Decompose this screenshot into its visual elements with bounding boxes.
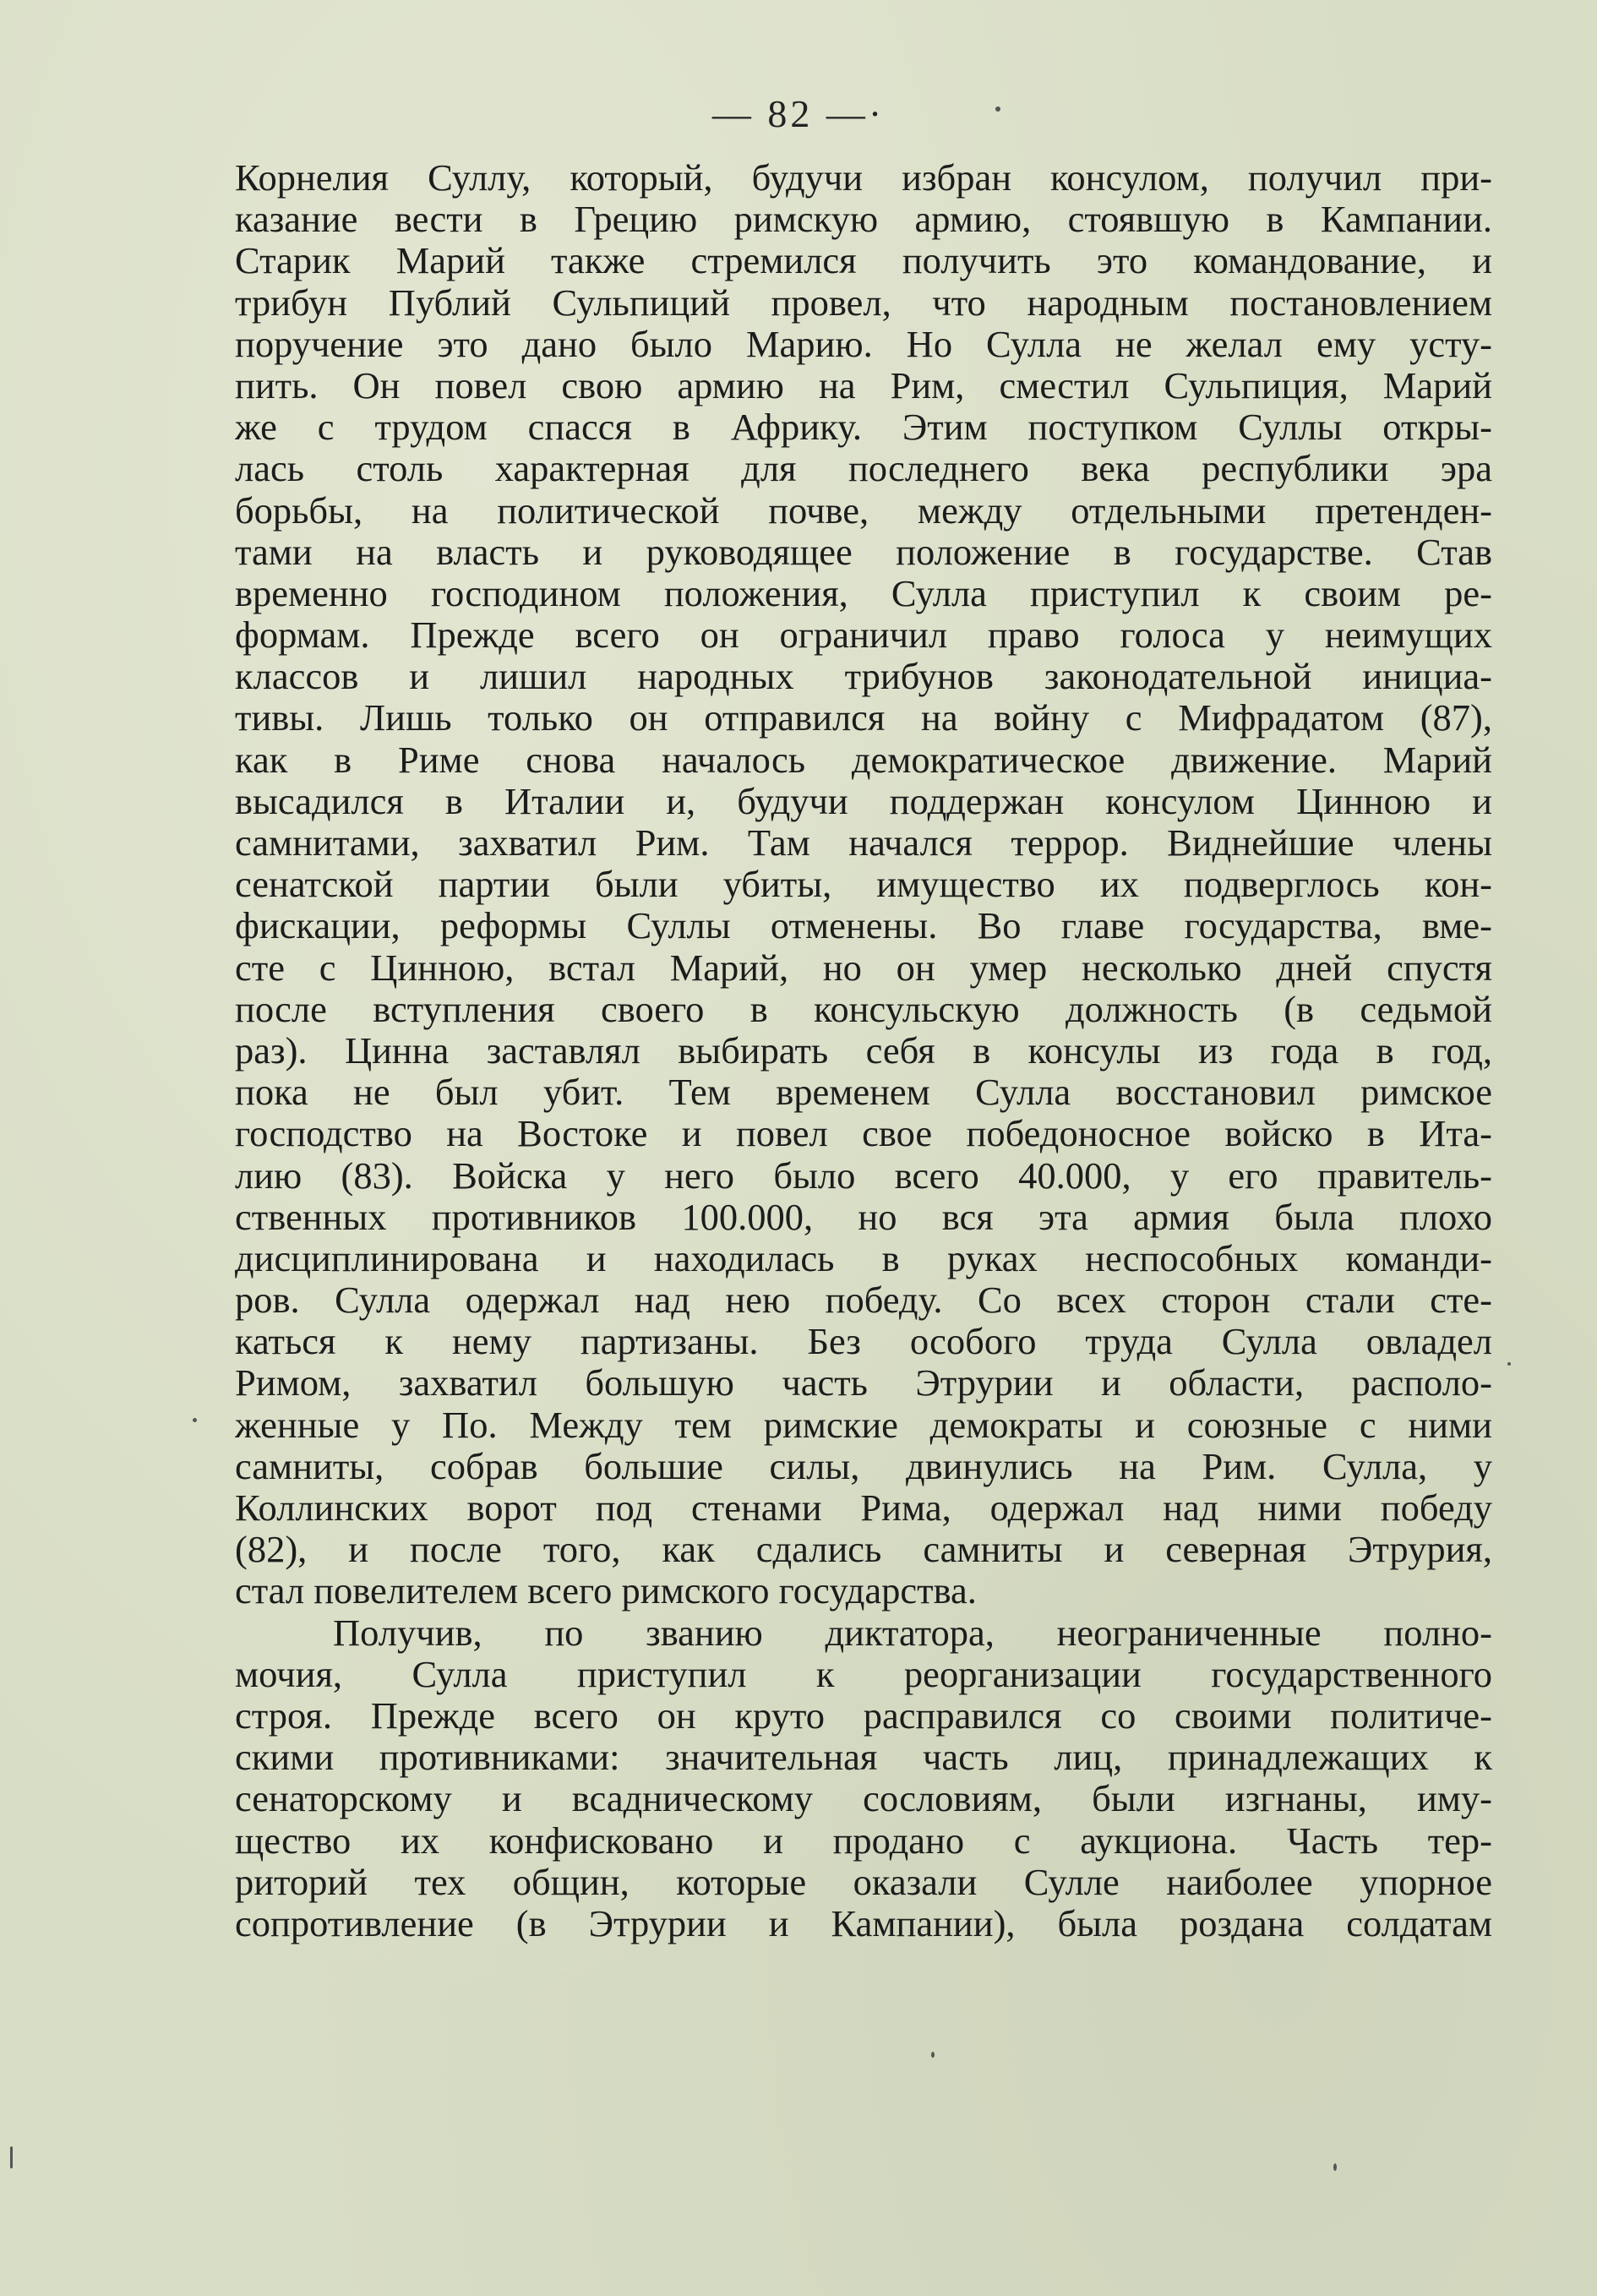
text-line: трибун Публий Сульпиций провел, что народным постановлением (235, 281, 1492, 324)
text-line: женные у По. Между тем римские демократы и союзные с ними (235, 1404, 1492, 1446)
text-line: ров. Сулла одержал над нею победу. Со всех сторон стали сте- (235, 1279, 1492, 1322)
text-line: ственных противников 100.000, но вся эта армия была плохо (235, 1196, 1492, 1238)
text-line: временно господином положения, Сулла приступил к своим ре- (235, 572, 1492, 614)
text-line: пока не был убит. Тем временем Сулла восстановил римское (235, 1072, 1492, 1114)
text-line: формам. Прежде всего он ограничил право голоса у неимущих (235, 614, 1492, 657)
scan-speck (1333, 2163, 1337, 2171)
text-line: стал повелителем всего римского государства. (235, 1570, 977, 1612)
text-line: казание вести в Грецию римскую армию, стоявшую в Кампании. (235, 199, 1492, 241)
paragraph (235, 157, 1492, 1612)
scan-speck (931, 2052, 935, 2058)
text-line: щество их конфисковано и продано с аукциона. Часть тер- (235, 1819, 1492, 1862)
body-text (235, 157, 1492, 1944)
text-line: после вступления своего в консульскую должность (в седьмой (235, 988, 1492, 1030)
text-line: сенаторскому и всадническому сословиям, были изгнаны, иму- (235, 1778, 1492, 1820)
text-line: самнитами, захватил Рим. Там начался террор. Виднейшие члены (235, 822, 1492, 864)
text-line: поручение это дано было Марию. Но Сулла не желал ему усту- (235, 323, 1492, 365)
text-line: как в Риме снова началось демократическое движение. Марий (235, 739, 1492, 781)
scan-speck (10, 2146, 13, 2168)
text-line: мочия, Сулла приступил к реорганизации государственного (235, 1653, 1492, 1695)
text-line: пить. Он повел свою армию на Рим, сместил Сульпиция, Марий (235, 364, 1492, 406)
text-line: сопротивление (в Этрурии и Кампании), была роздана солдатам (235, 1902, 1492, 1944)
text-line: господство на Востоке и повел свое победоносное войско в Ита- (235, 1113, 1492, 1155)
text-line: фискации, реформы Суллы отменены. Во главе государства, вме- (235, 905, 1492, 947)
text-line: Римом, захватил большую часть Этрурии и области, располо- (235, 1362, 1492, 1404)
text-line: лию (83). Войска у него было всего 40.000, у его правитель- (235, 1154, 1492, 1197)
text-line: риторий тех общин, которые оказали Сулле наиболее упорное (235, 1861, 1492, 1903)
text-line: Коллинских ворот под стенами Рима, одержал над ними победу (235, 1487, 1492, 1529)
scan-speck (193, 1418, 197, 1422)
text-line: самниты, собрав большие силы, двинулись на Рим. Сулла, у (235, 1445, 1492, 1487)
text-line: лась столь характерная для последнего века республики эра (235, 448, 1492, 490)
text-line: классов и лишил народных трибунов законодательной инициа- (235, 656, 1492, 698)
text-line: тами на власть и руководящее положение в государстве. Став (235, 531, 1492, 573)
text-line: дисциплинирована и находилась в руках неспособных команди- (235, 1237, 1492, 1279)
text-line: борьбы, на политической почве, между отдельными претенден- (235, 489, 1492, 532)
text-line: Старик Марий также стремился получить это командование, и (235, 240, 1492, 282)
text-line: сте с Цинною, встал Марий, но он умер несколько дней спустя (235, 946, 1492, 989)
text-line: Корнелия Суллу, который, будучи избран консулом, получил при- (235, 157, 1492, 199)
page-number: — 82 —· (711, 92, 886, 135)
text-line: раз). Цинна заставлял выбирать себя в консулы из года в год, (235, 1029, 1492, 1072)
paragraph (235, 1612, 1492, 1945)
text-line: сенатской партии были убиты, имущество их подверглось кон- (235, 864, 1492, 906)
scan-speck (995, 106, 1000, 112)
text-line: высадился в Италии и, будучи поддержан консулом Цинною и (235, 780, 1492, 822)
text-line: Получив, по званию диктатора, неограниченные полно- (333, 1612, 1492, 1654)
scan-speck (1507, 1362, 1511, 1366)
text-line: скими противниками: значительная часть лиц, принадлежащих к (235, 1737, 1492, 1779)
text-line: (82), и после того, как сдались самниты и северная Этрурия, (235, 1529, 1492, 1571)
text-line: каться к нему партизаны. Без особого труда Сулла овладел (235, 1321, 1492, 1363)
text-line: строя. Прежде всего он круто расправился со своими политиче- (235, 1694, 1492, 1737)
text-line: тивы. Лишь только он отправился на войну с Мифрадатом (87), (235, 697, 1492, 739)
text-line: же с трудом спасся в Африку. Этим поступком Суллы откры- (235, 406, 1492, 449)
